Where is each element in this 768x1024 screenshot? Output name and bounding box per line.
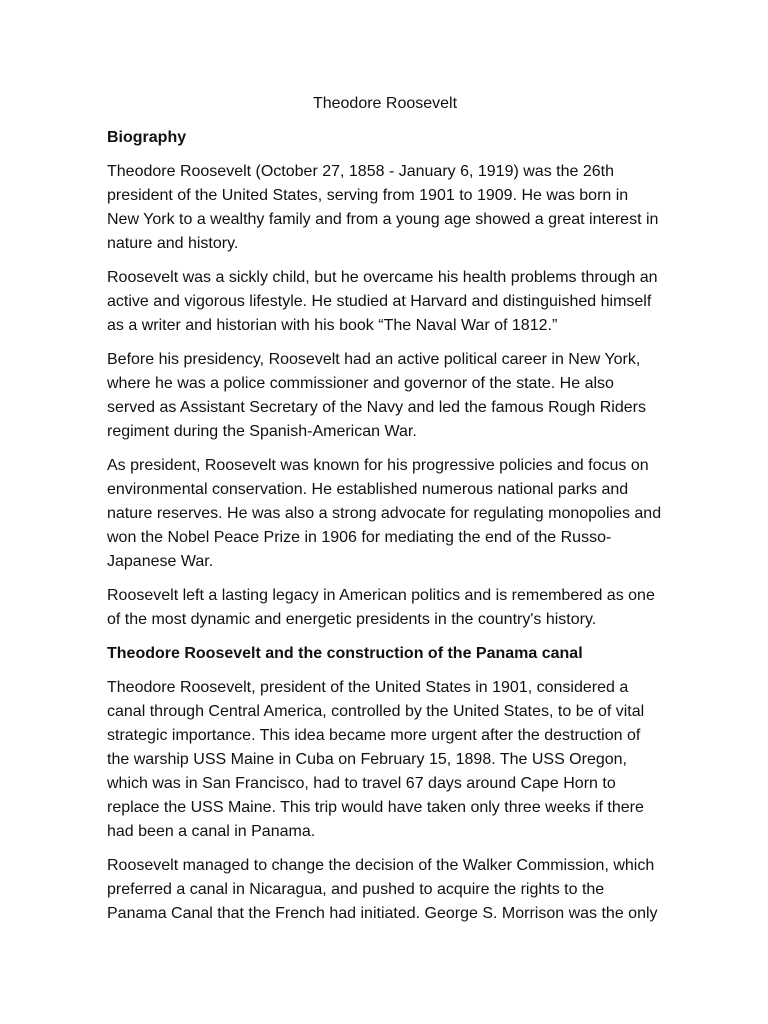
section-heading-panama-canal: Theodore Roosevelt and the construction of the Panama canal xyxy=(107,645,583,662)
document-title: Theodore Roosevelt xyxy=(312,95,458,112)
section-heading-biography: Biography xyxy=(107,129,187,146)
paragraph: As president, Roosevelt was known for his progressive policies and focus on environmental conservation. He established numerous national parks and nature reserves. He was also a strong advocate for regulating monopolies and won the Nobel Peace Prize in 1906 for mediating the end of the Russo-Japanese War. xyxy=(107,457,662,570)
paragraph: Theodore Roosevelt (October 27, 1858 - January 6, 1919) was the 26th president of the United States, serving from 1901 to 1909. He was born in New York to a wealthy family and from a young age showed a great interest in nature and history. xyxy=(107,163,659,252)
paragraph: Before his presidency, Roosevelt had an active political career in New York, where he was a police commissioner and governor of the state. He also served as Assistant Secretary of the Navy and led the famous Rough Riders regiment during the Spanish-American War. xyxy=(107,351,646,440)
paragraph: Theodore Roosevelt, president of the United States in 1901, considered a canal through Central America, controlled by the United States, to be of vital strategic importance. This idea became more urgent after the destruction of the warship USS Maine in Cuba on February 15, 1898. The USS Oregon, which was in San Francisco, had to travel 67 days around Cape Horn to replace the USS Maine. This trip would have taken only three weeks if there had been a canal in Panama. xyxy=(107,679,645,840)
paragraph: Roosevelt was a sickly child, but he overcame his health problems through an active and vigorous lifestyle. He studied at Harvard and distinguished himself as a writer and historian with his book “The Naval War of 1812.” xyxy=(107,269,658,334)
paragraph: Roosevelt managed to change the decision of the Walker Commission, which preferred a canal in Nicaragua, and pushed to acquire the rights to the Panama Canal that the French had initiated. George S. Morrison was the only xyxy=(107,857,658,922)
document-page xyxy=(107,92,663,936)
paragraph: Roosevelt left a lasting legacy in American politics and is remembered as one of the most dynamic and energetic presidents in the country's history. xyxy=(107,587,655,628)
